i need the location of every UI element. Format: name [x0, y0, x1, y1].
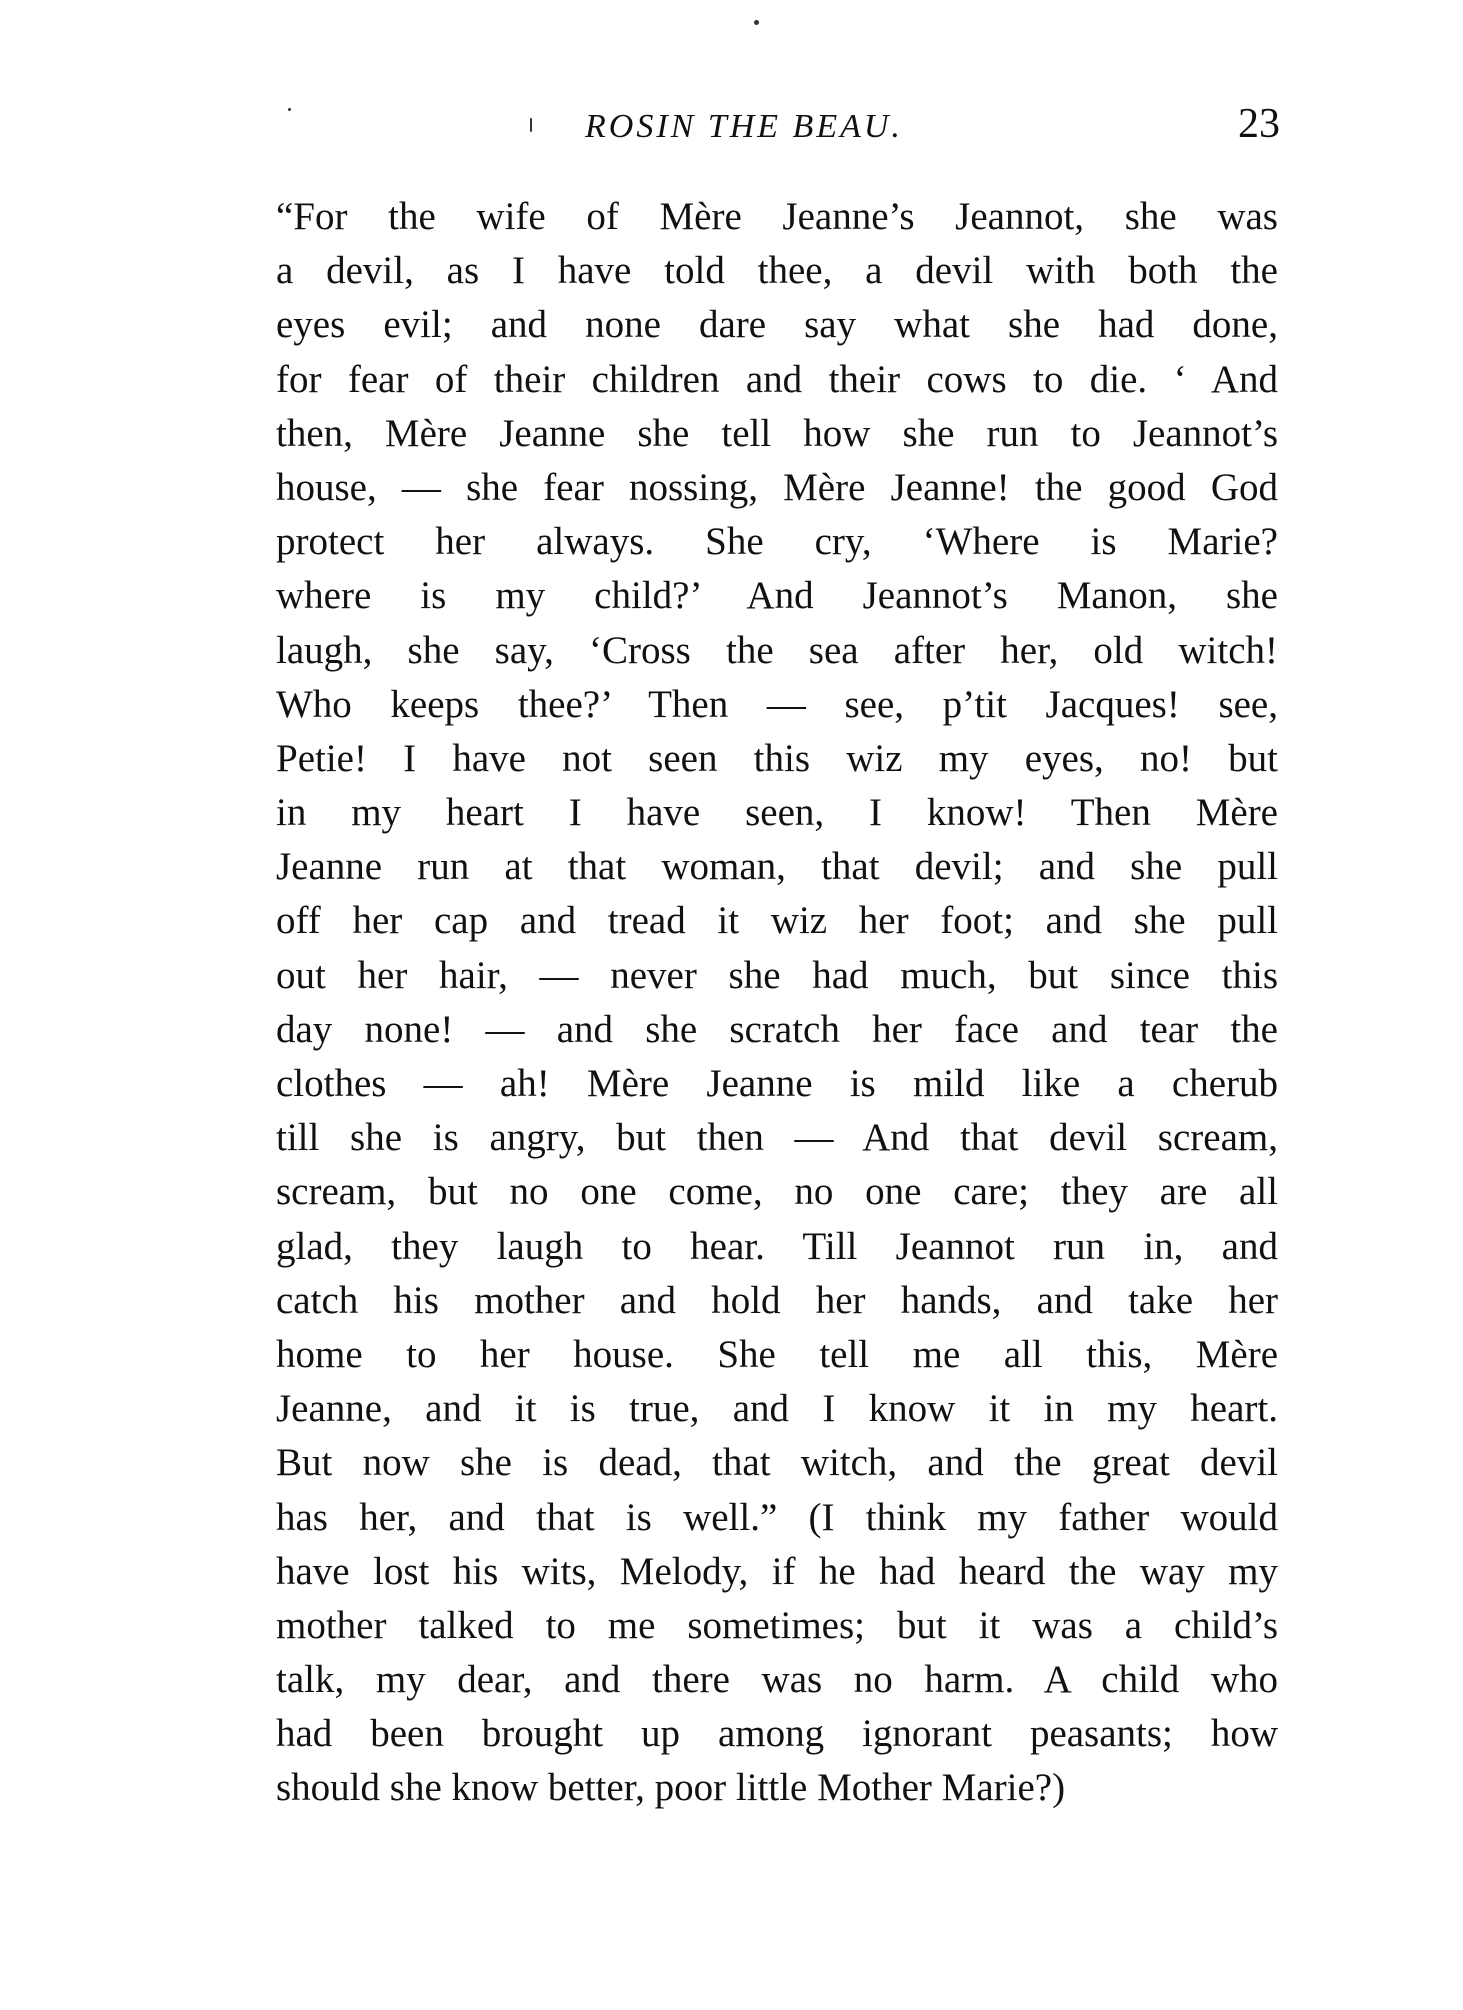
print-speck — [754, 20, 759, 25]
text-line: clothes — ah! Mère Jeanne is mild like a cherub — [276, 1062, 1278, 1105]
text-line: Who keeps thee?’ Then — see, p’tit Jacques! see, — [276, 682, 1278, 726]
text-line: should she know better, poor little Mother Marie?) — [276, 1766, 1066, 1810]
text-line: protect her always. She cry, ‘Where is Marie? — [276, 520, 1278, 564]
text-line: had been brought up among ignorant peasants; how — [276, 1712, 1278, 1756]
text-line: in my heart I have seen, I know! Then Mère — [276, 791, 1278, 835]
text-line: “For the wife of Mère Jeanne’s Jeannot, she was — [276, 195, 1278, 238]
text-line: glad, they laugh to hear. Till Jeannot run in, and — [276, 1224, 1278, 1268]
text-line: have lost his wits, Melody, if he had heard the way my — [276, 1549, 1278, 1593]
text-line: catch his mother and hold her hands, and take her — [276, 1278, 1278, 1322]
text-line: Petie! I have not seen this wiz my eyes, no! but — [276, 736, 1278, 780]
text-line: eyes evil; and none dare say what she had done, — [276, 303, 1278, 347]
running-title: ROSIN THE BEAU. — [585, 108, 903, 145]
text-line: out her hair, — never she had much, but since this — [276, 953, 1278, 997]
page-header — [270, 100, 1280, 160]
text-line: house, — she fear nossing, Mère Jeanne! the good God — [276, 465, 1278, 509]
text-line: has her, and that is well.” (I think my father would — [276, 1495, 1278, 1539]
text-line: then, Mère Jeanne she tell how she run to Jeannot’s — [276, 411, 1278, 455]
text-line: where is my child?’ And Jeannot’s Manon, she — [276, 574, 1278, 618]
text-line: for fear of their children and their cows to die. ‘ And — [276, 357, 1278, 401]
text-line: off her cap and tread it wiz her foot; and she pull — [276, 899, 1278, 943]
page-number: 23 — [1238, 101, 1280, 147]
text-line: home to her house. She tell me all this, Mère — [276, 1332, 1278, 1376]
text-line: day none! — and she scratch her face and tear the — [276, 1007, 1278, 1051]
text-line: laugh, she say, ‘Cross the sea after her, old witch! — [276, 628, 1278, 672]
text-line: mother talked to me sometimes; but it was a child’s — [276, 1603, 1278, 1647]
text-line: a devil, as I have told thee, a devil with both the — [276, 249, 1278, 293]
text-line: Jeanne, and it is true, and I know it in my heart. — [276, 1387, 1278, 1431]
text-line: scream, but no one come, no one care; they are all — [276, 1170, 1278, 1214]
text-line: till she is angry, but then — And that devil scream, — [276, 1116, 1278, 1160]
text-line: But now she is dead, that witch, and the great devil — [276, 1441, 1278, 1485]
text-line: talk, my dear, and there was no harm. A child who — [276, 1658, 1278, 1702]
text-line: Jeanne run at that woman, that devil; and she pull — [276, 845, 1278, 889]
body-text — [276, 190, 1278, 1816]
